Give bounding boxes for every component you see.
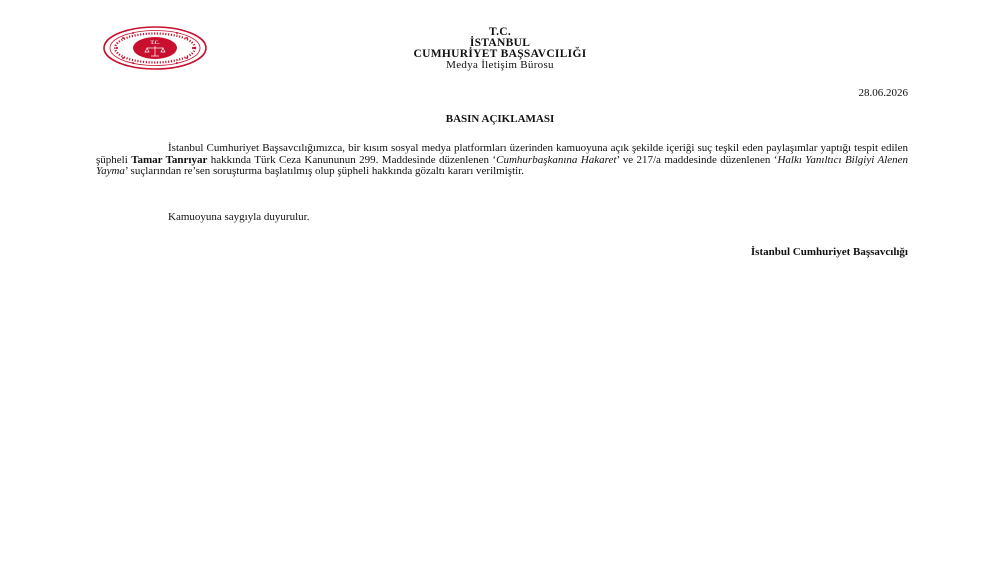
header-tc: T.C. — [488, 26, 512, 38]
header-institution: CUMHURİYET BAŞSAVCILIĞI — [413, 48, 587, 60]
crime-disinformation: Halkı Yanıltıcı Bilgiyi Alenen Yayma — [96, 153, 909, 177]
institution-header — [330, 27, 670, 71]
signature-block: İstanbul Cumhuriyet Başsavcılığı — [750, 246, 908, 258]
crime-insulting-president: Cumhurbaşkanına Hakaret — [496, 153, 617, 166]
seal-text: T.C. — [150, 41, 160, 46]
suspect-name: Tamar Tanrıyar — [131, 153, 208, 166]
body-text-part1: İstanbul Cumhuriyet Başsavcılığımızca, bir kısım sosyal medya platformları üzerinden kamuoyuna açık şekilde içeriği suç teşkil eden paylaşımlar yaptığı tespit edilen şüpheli — [96, 142, 908, 166]
ministry-of-justice-seal-icon — [103, 26, 207, 70]
document-date: 28.06.2026 — [858, 87, 908, 99]
press-release-body — [96, 143, 908, 178]
body-text-part4: ’ suçlarından re’sen soruşturma başlatılmış olup şüpheli hakkında gözaltı kararı verilmiştir. — [124, 165, 524, 177]
header-department: Medya İletişim Bürosu — [446, 59, 554, 71]
closing-statement: Kamuoyuna saygıyla duyurulur. — [168, 211, 310, 223]
body-text-part2: hakkında Türk Ceza Kanununun 299. Maddesinde düzenlenen ‘ — [207, 153, 497, 166]
header-city: İSTANBUL — [469, 37, 531, 49]
document-title: BASIN AÇIKLAMASI — [445, 113, 555, 125]
body-text-part3: ’ ve 217/a maddesinde düzenlenen ‘ — [616, 153, 778, 166]
